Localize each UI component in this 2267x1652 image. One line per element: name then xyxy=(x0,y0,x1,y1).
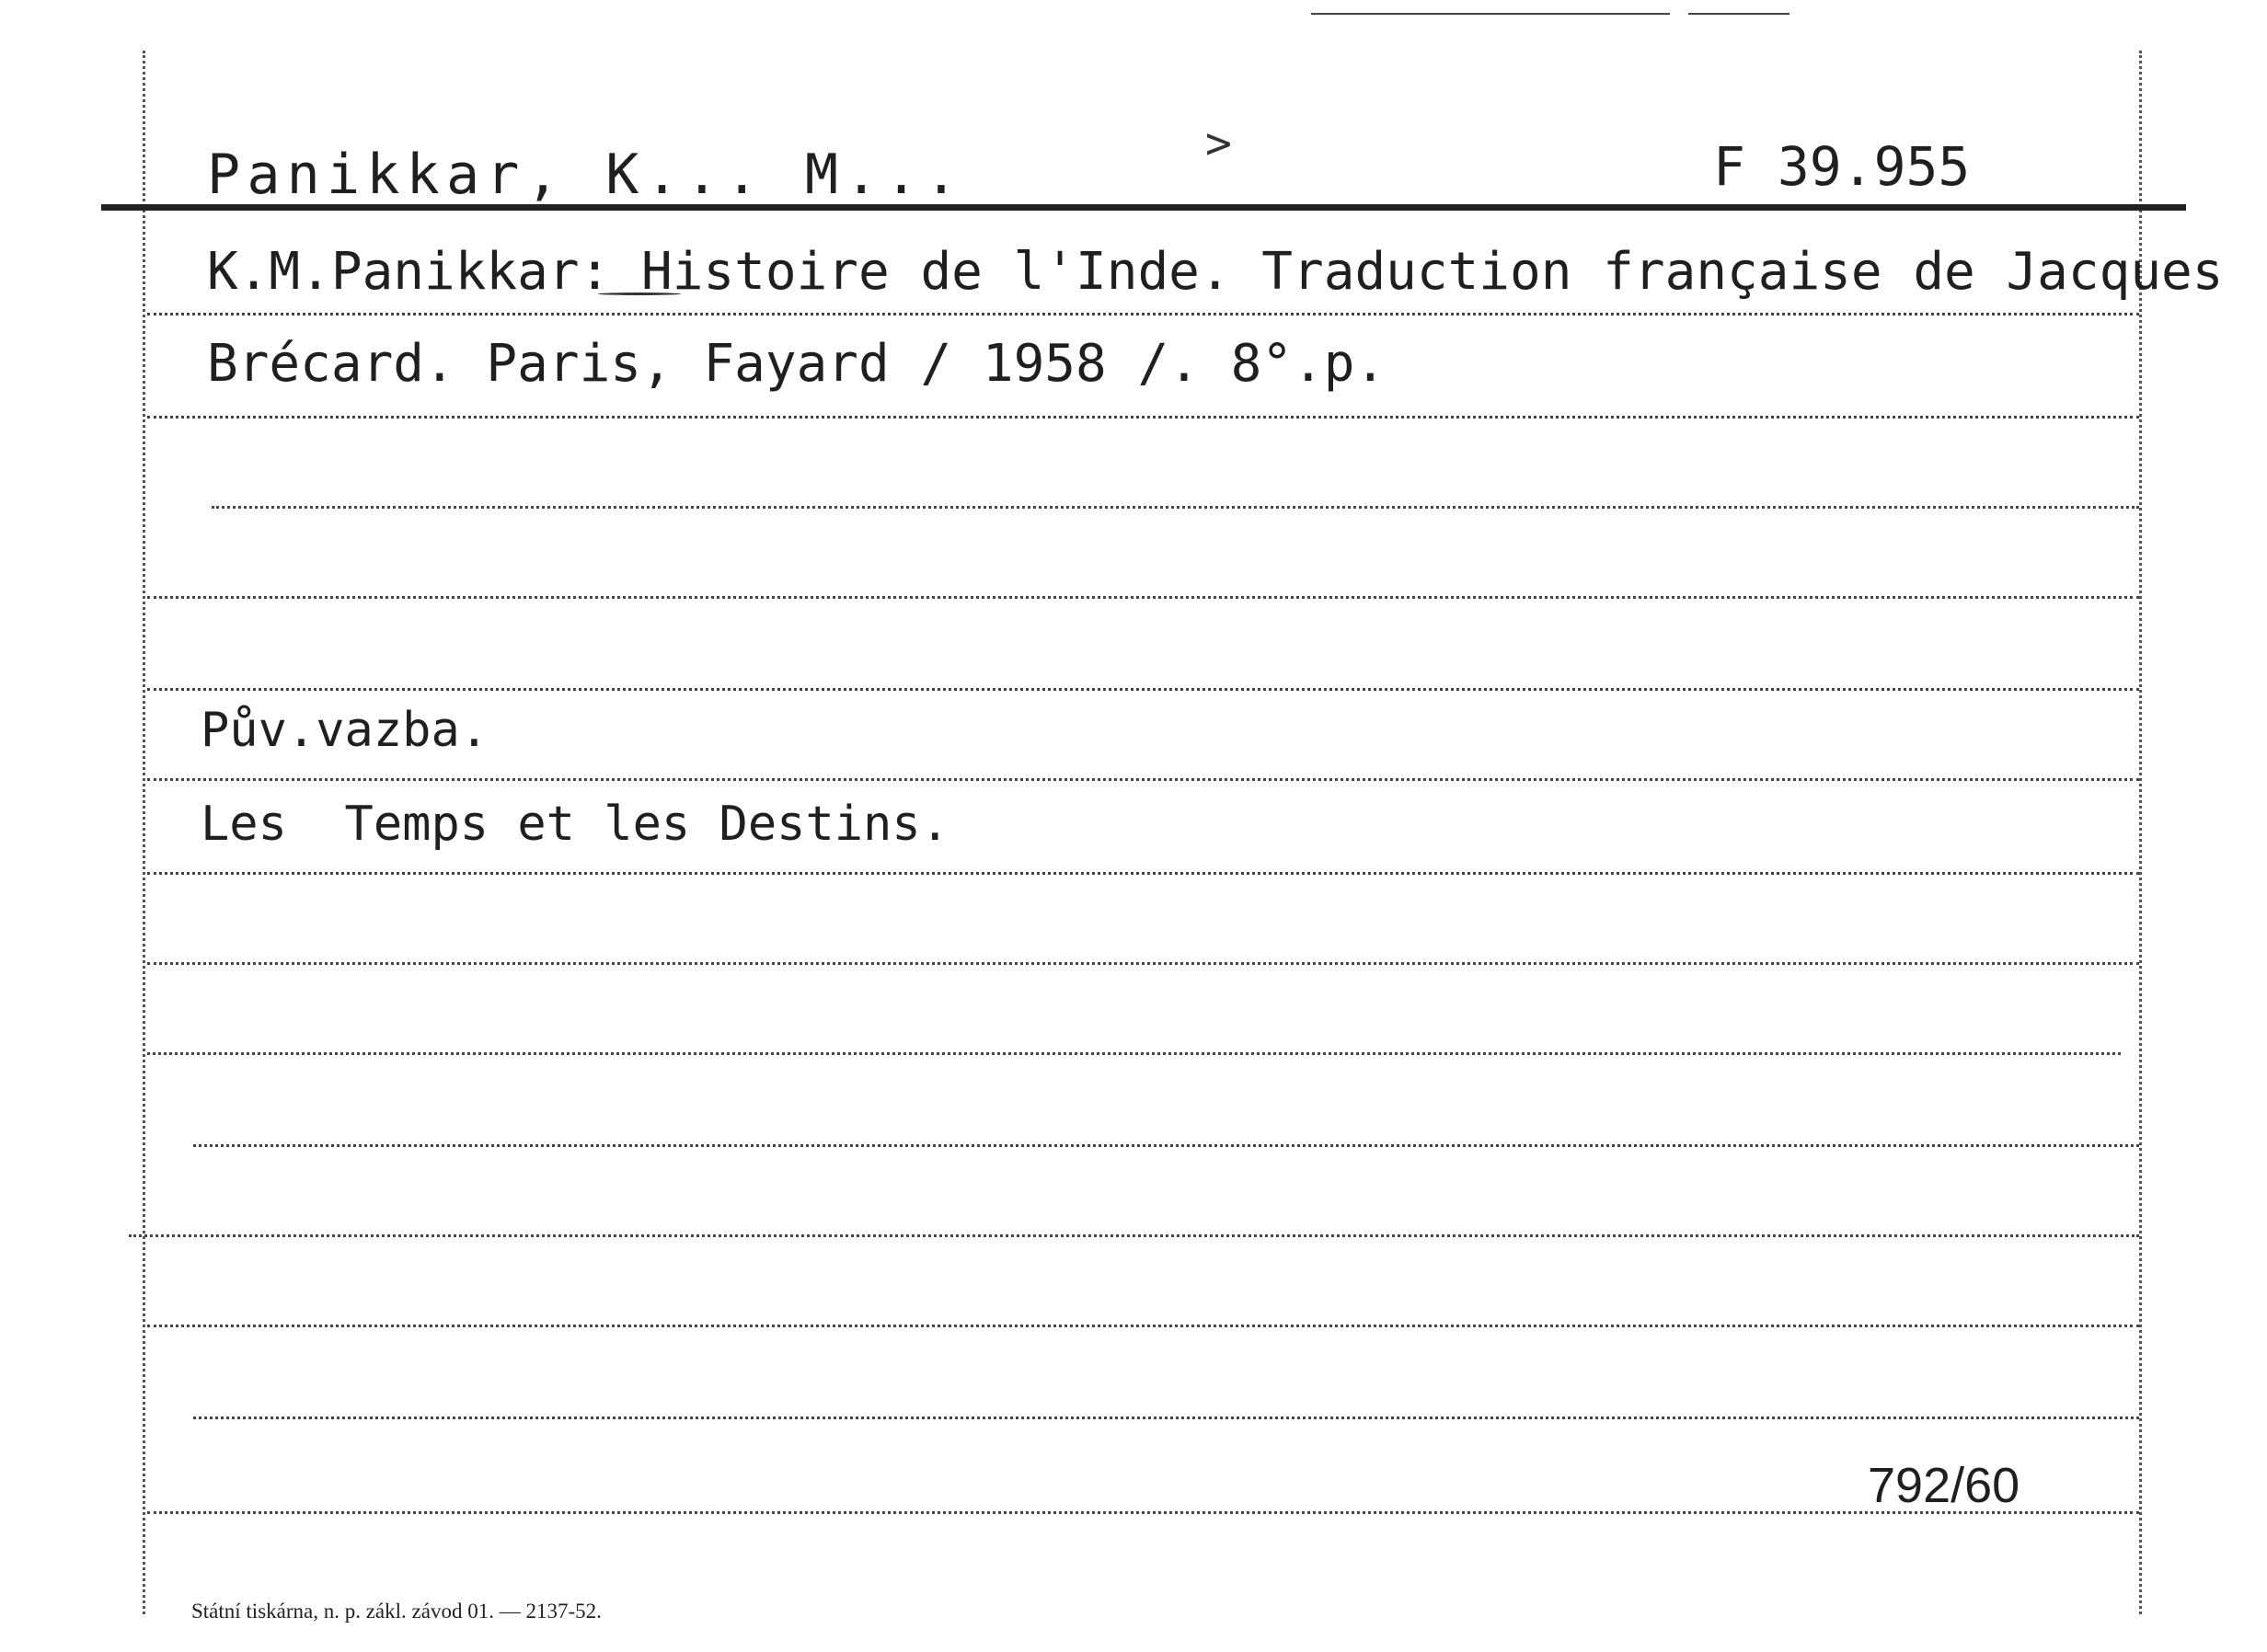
series-note: Les Temps et les Destins. xyxy=(201,797,949,852)
ruled-line xyxy=(193,1417,2139,1419)
left-margin-border xyxy=(143,51,145,1614)
header-rule xyxy=(101,204,2186,211)
ruled-line xyxy=(147,688,2139,691)
ruled-line xyxy=(129,1234,2139,1237)
ruled-line xyxy=(193,1144,2139,1147)
top-edge-mark xyxy=(1311,13,1670,15)
printer-imprint: Státní tiskárna, n. p. zákl. závod 01. — 2137-52. xyxy=(191,1600,602,1623)
ruled-line xyxy=(147,872,2139,875)
author-heading: Panikkar, K... M... xyxy=(207,143,965,207)
title-line-2: Brécard. Paris, Fayard / 1958 /. 8°.p. xyxy=(207,334,1387,394)
ruled-line xyxy=(147,313,2139,315)
ruled-line xyxy=(147,1052,2121,1055)
binding-note: Pův.vazba. xyxy=(201,703,489,758)
call-number: F 39.955 xyxy=(1713,135,1971,198)
ruled-line xyxy=(147,416,2139,419)
ruled-line xyxy=(147,596,2139,599)
ruled-line xyxy=(147,1325,2139,1327)
ruled-line xyxy=(147,962,2139,965)
proofreading-mark: > xyxy=(1205,118,1232,169)
accession-number: 792/60 xyxy=(1868,1458,2020,1513)
top-edge-mark xyxy=(1688,13,1789,15)
title-line-1: K.M.Panikkar: Histoire de l'Inde. Traduction française de Jacques xyxy=(207,242,2224,302)
ruled-line xyxy=(147,1511,2139,1514)
underline-mark xyxy=(598,293,681,295)
ruled-line xyxy=(212,506,2139,509)
ruled-line xyxy=(147,778,2139,781)
